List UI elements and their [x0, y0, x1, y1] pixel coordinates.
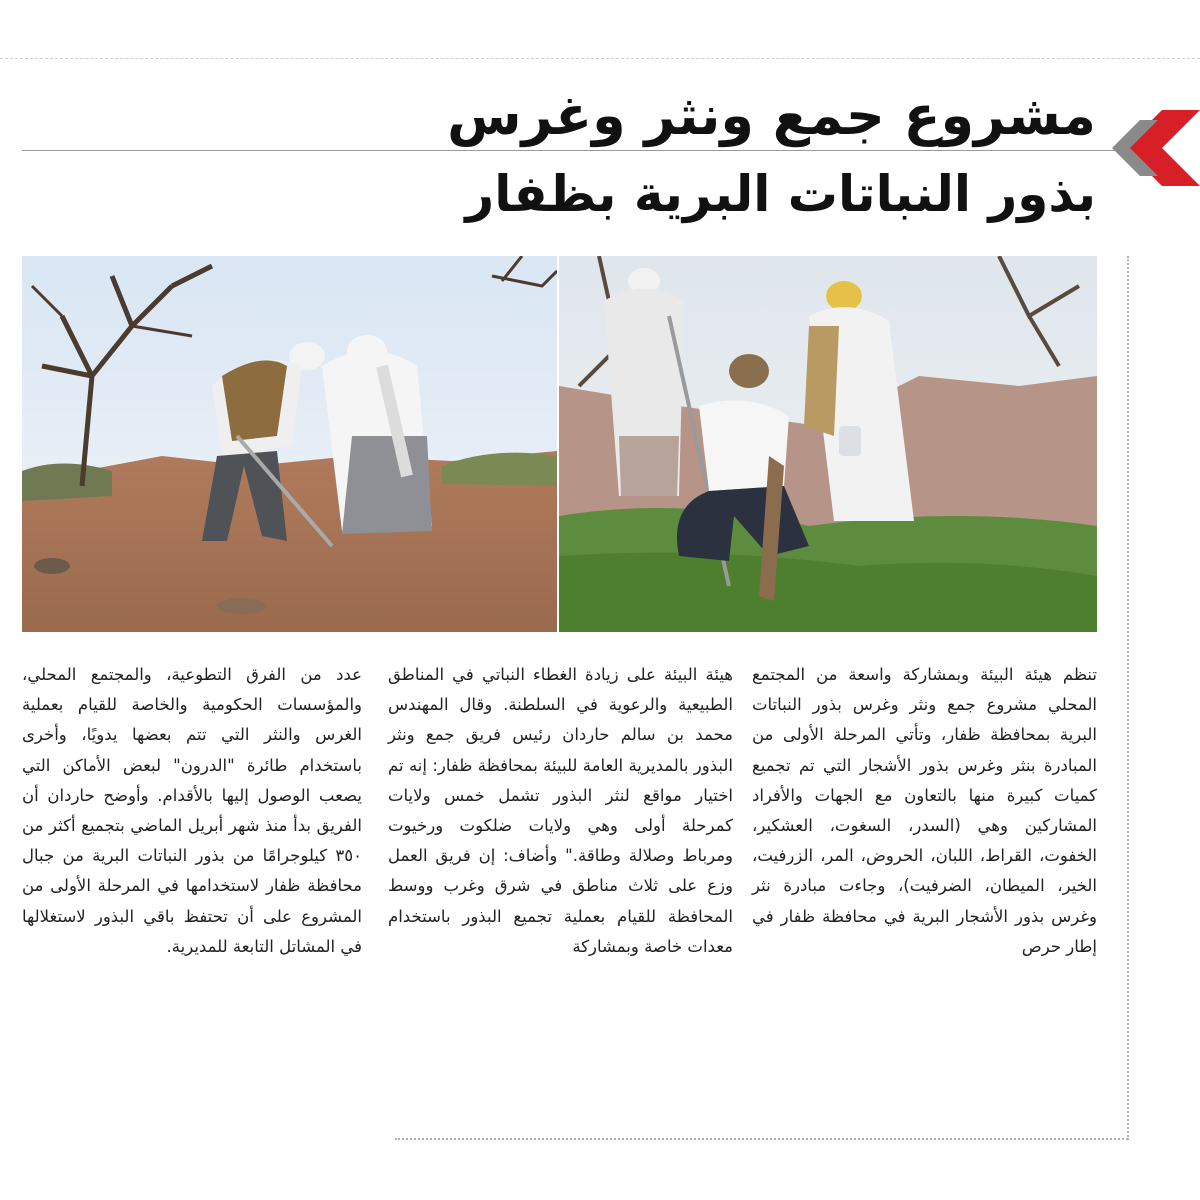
- article-paragraph-2: هيئة البيئة على زيادة الغطاء النباتي في المناطق الطبيعية والرعوية في السلطنة. وقال المهندس محمد بن سالم حاردان رئيس فريق جمع ونثر البذور بالمديرية العامة للبيئة بمحافظة ظفار: إنه تم اختيار مواقع لنثر البذور تشمل خمس ولايات كمرحلة أولى وهي ولايات ضلكوت ورخيوت ومرباط وصلالة وطاقة." وأضاف: إن فريق العمل وزع على ثلاث مناطق في شرق وغرب ووسط المحافظة للقيام بعملية تجميع البذور باستخدام معدات خاصة وبمشاركة: [388, 665, 733, 956]
- article-column-2: [388, 660, 733, 962]
- headline-line-1: مشروع جمع ونثر وغرس: [447, 84, 1096, 147]
- headline-rule: [22, 150, 1122, 151]
- article-paragraph-1: تنظم هيئة البيئة وبمشاركة واسعة من المجتمع المحلي مشروع جمع ونثر وغرس بذور النباتات البرية بمحافظة ظفار، وتأتي المرحلة الأولى من المبادرة بنثر وغرس بذور الأشجار التي تم تجميع كميات كبيرة منها بالتعاون مع الجهات والأفراد المشاركين وهي (السدر، السغوت، العشكير، الخفوت، القراط، اللبان، الحروض، المر، الزرفيت، الخير، الميطان، الضرفيت)، وجاءت مبادرة نثر وغرس بذور الأشجار البرية في محافظة ظفار في إطار حرص: [752, 665, 1097, 956]
- page-top-border: [0, 58, 1200, 59]
- photo-left: [22, 256, 557, 632]
- frame-border-right: [1127, 256, 1129, 1140]
- article-column-1: [752, 660, 1097, 962]
- photo-right: [559, 256, 1097, 632]
- article-paragraph-3: عدد من الفرق التطوعية، والمجتمع المحلي، والمؤسسات الحكومية والخاصة للقيام بعملية الغرس والنثر التي تتم بعضها يدويًا، وأخرى باستخدام طائرة "الدرون" لبعض الأماكن التي يصعب الوصول إليها بالأقدام. وأوضح حاردان أن الفريق بدأ منذ شهر أبريل الماضي بتجميع أكثر من ٣٥٠ كيلوجرامًا من بذور النباتات البرية من جبال محافظة ظفار لاستخدامها في المرحلة الأولى من المشروع على أن تحتفظ باقي البذور لاستغلالها في المشاتل التابعة للمديرية.: [22, 665, 362, 956]
- frame-border-bottom: [395, 1138, 1128, 1140]
- headline-line-2: بذور النباتات البرية بظفار: [465, 165, 1096, 223]
- article-column-3: [22, 660, 362, 962]
- double-chevron-left-icon: [1110, 110, 1200, 186]
